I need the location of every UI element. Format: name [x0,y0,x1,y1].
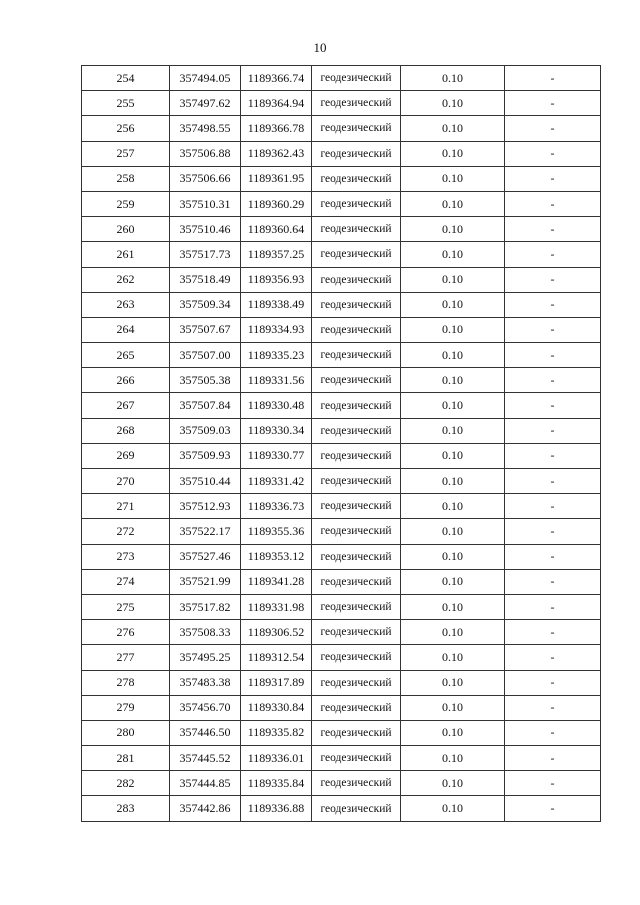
method-cell: геодезический [312,292,401,317]
table-row [82,217,601,242]
method-cell: геодезический [312,91,401,116]
note-cell: - [505,393,601,418]
note-cell: - [505,242,601,267]
x-coordinate-cell: 357517.82 [170,594,241,619]
table-row [82,418,601,443]
accuracy-cell: 0.10 [401,796,505,821]
accuracy-cell: 0.10 [401,418,505,443]
table-row [82,494,601,519]
y-coordinate-cell: 1189330.77 [241,443,312,468]
point-number-cell: 266 [82,368,170,393]
method-cell: геодезический [312,469,401,494]
method-cell: геодезический [312,443,401,468]
table-row [82,66,601,91]
point-number-cell: 277 [82,645,170,670]
accuracy-cell: 0.10 [401,695,505,720]
point-number-cell: 275 [82,594,170,619]
point-number-cell: 272 [82,519,170,544]
y-coordinate-cell: 1189366.78 [241,116,312,141]
accuracy-cell: 0.10 [401,166,505,191]
x-coordinate-cell: 357509.93 [170,443,241,468]
accuracy-cell: 0.10 [401,393,505,418]
x-coordinate-cell: 357508.33 [170,620,241,645]
y-coordinate-cell: 1189331.42 [241,469,312,494]
x-coordinate-cell: 357517.73 [170,242,241,267]
x-coordinate-cell: 357456.70 [170,695,241,720]
accuracy-cell: 0.10 [401,292,505,317]
method-cell: геодезический [312,720,401,745]
y-coordinate-cell: 1189336.88 [241,796,312,821]
point-number-cell: 269 [82,443,170,468]
y-coordinate-cell: 1189336.73 [241,494,312,519]
table-row [82,267,601,292]
note-cell: - [505,91,601,116]
method-cell: геодезический [312,141,401,166]
coordinates-table [81,65,601,822]
point-number-cell: 267 [82,393,170,418]
note-cell: - [505,645,601,670]
x-coordinate-cell: 357510.31 [170,191,241,216]
table-row [82,368,601,393]
point-number-cell: 278 [82,670,170,695]
note-cell: - [505,796,601,821]
note-cell: - [505,267,601,292]
point-number-cell: 260 [82,217,170,242]
point-number-cell: 280 [82,720,170,745]
table-row [82,116,601,141]
note-cell: - [505,116,601,141]
table-row [82,670,601,695]
table-row [82,141,601,166]
method-cell: геодезический [312,519,401,544]
x-coordinate-cell: 357483.38 [170,670,241,695]
accuracy-cell: 0.10 [401,771,505,796]
note-cell: - [505,418,601,443]
point-number-cell: 268 [82,418,170,443]
note-cell: - [505,695,601,720]
point-number-cell: 255 [82,91,170,116]
table-row [82,343,601,368]
accuracy-cell: 0.10 [401,116,505,141]
accuracy-cell: 0.10 [401,746,505,771]
table-body [82,66,601,822]
accuracy-cell: 0.10 [401,267,505,292]
method-cell: геодезический [312,746,401,771]
accuracy-cell: 0.10 [401,544,505,569]
table-row [82,720,601,745]
y-coordinate-cell: 1189330.48 [241,393,312,418]
note-cell: - [505,443,601,468]
method-cell: геодезический [312,645,401,670]
table-row [82,796,601,821]
accuracy-cell: 0.10 [401,519,505,544]
table-row [82,443,601,468]
method-cell: геодезический [312,166,401,191]
note-cell: - [505,620,601,645]
x-coordinate-cell: 357494.05 [170,66,241,91]
y-coordinate-cell: 1189335.84 [241,771,312,796]
x-coordinate-cell: 357510.46 [170,217,241,242]
method-cell: геодезический [312,116,401,141]
method-cell: геодезический [312,796,401,821]
x-coordinate-cell: 357522.17 [170,519,241,544]
y-coordinate-cell: 1189364.94 [241,91,312,116]
method-cell: геодезический [312,242,401,267]
table-row [82,191,601,216]
method-cell: геодезический [312,594,401,619]
x-coordinate-cell: 357446.50 [170,720,241,745]
point-number-cell: 262 [82,267,170,292]
x-coordinate-cell: 357510.44 [170,469,241,494]
x-coordinate-cell: 357495.25 [170,645,241,670]
point-number-cell: 254 [82,66,170,91]
x-coordinate-cell: 357498.55 [170,116,241,141]
x-coordinate-cell: 357444.85 [170,771,241,796]
point-number-cell: 282 [82,771,170,796]
x-coordinate-cell: 357527.46 [170,544,241,569]
note-cell: - [505,191,601,216]
point-number-cell: 257 [82,141,170,166]
method-cell: геодезический [312,771,401,796]
note-cell: - [505,343,601,368]
method-cell: геодезический [312,695,401,720]
method-cell: геодезический [312,267,401,292]
accuracy-cell: 0.10 [401,469,505,494]
note-cell: - [505,66,601,91]
method-cell: геодезический [312,66,401,91]
note-cell: - [505,217,601,242]
point-number-cell: 279 [82,695,170,720]
table-row [82,242,601,267]
note-cell: - [505,746,601,771]
y-coordinate-cell: 1189335.23 [241,343,312,368]
y-coordinate-cell: 1189355.36 [241,519,312,544]
point-number-cell: 258 [82,166,170,191]
x-coordinate-cell: 357507.84 [170,393,241,418]
note-cell: - [505,771,601,796]
note-cell: - [505,519,601,544]
accuracy-cell: 0.10 [401,443,505,468]
accuracy-cell: 0.10 [401,141,505,166]
page-number: 10 [313,40,327,55]
accuracy-cell: 0.10 [401,191,505,216]
point-number-cell: 273 [82,544,170,569]
method-cell: геодезический [312,670,401,695]
point-number-cell: 261 [82,242,170,267]
point-number-cell: 283 [82,796,170,821]
x-coordinate-cell: 357506.66 [170,166,241,191]
note-cell: - [505,166,601,191]
x-coordinate-cell: 357507.00 [170,343,241,368]
x-coordinate-cell: 357512.93 [170,494,241,519]
y-coordinate-cell: 1189334.93 [241,317,312,342]
table-row [82,746,601,771]
accuracy-cell: 0.10 [401,217,505,242]
point-number-cell: 270 [82,469,170,494]
x-coordinate-cell: 357497.62 [170,91,241,116]
y-coordinate-cell: 1189338.49 [241,292,312,317]
x-coordinate-cell: 357509.03 [170,418,241,443]
method-cell: геодезический [312,393,401,418]
table-row [82,292,601,317]
point-number-cell: 276 [82,620,170,645]
point-number-cell: 271 [82,494,170,519]
x-coordinate-cell: 357506.88 [170,141,241,166]
x-coordinate-cell: 357445.52 [170,746,241,771]
accuracy-cell: 0.10 [401,670,505,695]
note-cell: - [505,292,601,317]
accuracy-cell: 0.10 [401,720,505,745]
method-cell: геодезический [312,620,401,645]
method-cell: геодезический [312,191,401,216]
table-row [82,469,601,494]
note-cell: - [505,720,601,745]
y-coordinate-cell: 1189306.52 [241,620,312,645]
table-row [82,771,601,796]
table-row [82,91,601,116]
point-number-cell: 256 [82,116,170,141]
table-row [82,645,601,670]
table-row [82,393,601,418]
y-coordinate-cell: 1189361.95 [241,166,312,191]
point-number-cell: 264 [82,317,170,342]
note-cell: - [505,569,601,594]
x-coordinate-cell: 357442.86 [170,796,241,821]
note-cell: - [505,594,601,619]
table-row [82,695,601,720]
y-coordinate-cell: 1189312.54 [241,645,312,670]
y-coordinate-cell: 1189331.98 [241,594,312,619]
method-cell: геодезический [312,418,401,443]
accuracy-cell: 0.10 [401,494,505,519]
y-coordinate-cell: 1189357.25 [241,242,312,267]
accuracy-cell: 0.10 [401,569,505,594]
note-cell: - [505,670,601,695]
table-row [82,519,601,544]
accuracy-cell: 0.10 [401,242,505,267]
y-coordinate-cell: 1189360.29 [241,191,312,216]
note-cell: - [505,141,601,166]
method-cell: геодезический [312,569,401,594]
y-coordinate-cell: 1189341.28 [241,569,312,594]
note-cell: - [505,469,601,494]
table-row [82,620,601,645]
accuracy-cell: 0.10 [401,66,505,91]
y-coordinate-cell: 1189317.89 [241,670,312,695]
y-coordinate-cell: 1189331.56 [241,368,312,393]
x-coordinate-cell: 357518.49 [170,267,241,292]
method-cell: геодезический [312,343,401,368]
method-cell: геодезический [312,217,401,242]
table-row [82,594,601,619]
x-coordinate-cell: 357521.99 [170,569,241,594]
point-number-cell: 281 [82,746,170,771]
y-coordinate-cell: 1189335.82 [241,720,312,745]
x-coordinate-cell: 357509.34 [170,292,241,317]
note-cell: - [505,368,601,393]
point-number-cell: 265 [82,343,170,368]
accuracy-cell: 0.10 [401,645,505,670]
point-number-cell: 263 [82,292,170,317]
accuracy-cell: 0.10 [401,368,505,393]
point-number-cell: 259 [82,191,170,216]
table-row [82,317,601,342]
x-coordinate-cell: 357507.67 [170,317,241,342]
y-coordinate-cell: 1189330.34 [241,418,312,443]
y-coordinate-cell: 1189362.43 [241,141,312,166]
y-coordinate-cell: 1189336.01 [241,746,312,771]
y-coordinate-cell: 1189360.64 [241,217,312,242]
accuracy-cell: 0.10 [401,317,505,342]
accuracy-cell: 0.10 [401,343,505,368]
method-cell: геодезический [312,494,401,519]
y-coordinate-cell: 1189353.12 [241,544,312,569]
accuracy-cell: 0.10 [401,91,505,116]
table-row [82,166,601,191]
method-cell: геодезический [312,544,401,569]
accuracy-cell: 0.10 [401,620,505,645]
method-cell: геодезический [312,368,401,393]
table-row [82,569,601,594]
y-coordinate-cell: 1189356.93 [241,267,312,292]
accuracy-cell: 0.10 [401,594,505,619]
note-cell: - [505,317,601,342]
note-cell: - [505,544,601,569]
x-coordinate-cell: 357505.38 [170,368,241,393]
point-number-cell: 274 [82,569,170,594]
table-row [82,544,601,569]
y-coordinate-cell: 1189366.74 [241,66,312,91]
note-cell: - [505,494,601,519]
method-cell: геодезический [312,317,401,342]
y-coordinate-cell: 1189330.84 [241,695,312,720]
